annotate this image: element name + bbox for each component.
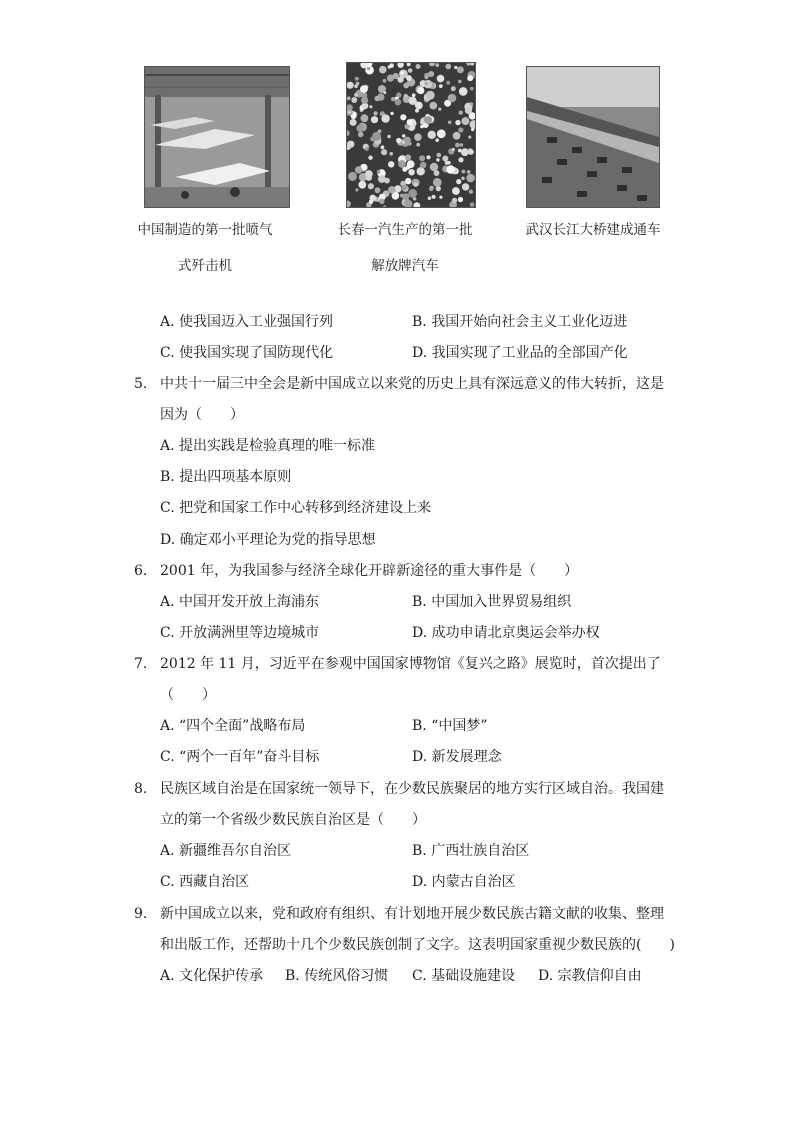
q4-option-d[interactable]: D. 我国实现了工业品的全部国产化 xyxy=(412,345,628,361)
q5-option-a[interactable]: A. 提出实践是检验真理的唯一标准 xyxy=(160,438,376,454)
q8-option-b[interactable]: B. 广西壮族自治区 xyxy=(412,843,530,859)
q7-option-a[interactable]: A. “四个全面”战略布局 xyxy=(160,718,306,734)
q5-stem: 中共十一届三中全会是新中国成立以来党的历史上具有深远意义的伟大转折，这是 xyxy=(160,376,664,392)
q4-option-b[interactable]: B. 我国开始向社会主义工业化迈进 xyxy=(412,314,628,330)
q5-option-d[interactable]: D. 确定邓小平理论为党的指导思想 xyxy=(160,532,376,548)
q8-option-a[interactable]: A. 新疆维吾尔自治区 xyxy=(160,843,292,859)
q9-option-b[interactable]: B. 传统风俗习惯 xyxy=(285,968,389,984)
q7-option-b[interactable]: B. “中国梦” xyxy=(412,718,488,734)
q5-number: 5. xyxy=(134,376,148,392)
jet-assembly-photo-icon xyxy=(144,66,290,208)
q6-stem: 2001 年，为我国参与经济全球化开辟新途径的重大事件是（ ） xyxy=(160,563,579,579)
caption-line: 式歼击机 xyxy=(178,258,232,274)
q9-stem: 和出版工作，还帮助十几个少数民族创制了文字。这表明国家重视少数民族的( ) xyxy=(160,937,675,953)
q9-stem: 新中国成立以来，党和政府有组织、有计划地开展少数民族古籍文献的收集、整理 xyxy=(160,906,664,922)
crowd-photo-icon xyxy=(346,62,476,208)
q9-option-c[interactable]: C. 基础设施建设 xyxy=(412,968,516,984)
q9-option-a[interactable]: A. 文化保护传承 xyxy=(160,968,264,984)
q7-option-c[interactable]: C. “两个一百年”奋斗目标 xyxy=(160,749,320,765)
q4-option-c[interactable]: C. 使我国实现了国防现代化 xyxy=(160,345,334,361)
q7-stem: 2012 年 11 月，习近平在参观中国国家博物馆《复兴之路》展览时，首次提出了 xyxy=(160,656,661,672)
caption-line: 解放牌汽车 xyxy=(371,258,439,274)
q8-option-d[interactable]: D. 内蒙古自治区 xyxy=(412,874,516,890)
q6-option-c[interactable]: C. 开放满洲里等边境城市 xyxy=(160,625,320,641)
bridge-photo-icon xyxy=(526,66,660,208)
photo-caption xyxy=(310,212,500,284)
caption-line: 中国制造的第一批喷气 xyxy=(137,222,273,238)
q8-option-c[interactable]: C. 西藏自治区 xyxy=(160,874,250,890)
q9-option-d[interactable]: D. 宗教信仰自由 xyxy=(538,968,642,984)
caption-line: 武汉长江大桥建成通车 xyxy=(525,222,661,238)
q6-option-d[interactable]: D. 成功申请北京奥运会举办权 xyxy=(412,625,600,641)
photo-row xyxy=(130,62,670,282)
q4-option-a[interactable]: A. 使我国迈入工业强国行列 xyxy=(160,314,334,330)
caption-line: 长春一汽生产的第一批 xyxy=(337,222,473,238)
q6-option-a[interactable]: A. 中国开发开放上海浦东 xyxy=(160,594,320,610)
q7-stem: （ ） xyxy=(160,687,216,703)
q7-option-d[interactable]: D. 新发展理念 xyxy=(412,749,502,765)
q6-number: 6. xyxy=(134,563,148,579)
q8-stem: 立的第一个省级少数民族自治区是（ ） xyxy=(160,812,426,828)
q8-stem: 民族区域自治是在国家统一领导下，在少数民族聚居的地方实行区域自治。我国建 xyxy=(160,781,664,797)
q5-stem: 因为（ ） xyxy=(160,407,244,423)
q6-option-b[interactable]: B. 中国加入世界贸易组织 xyxy=(412,594,572,610)
q9-number: 9. xyxy=(134,906,148,922)
q5-option-c[interactable]: C. 把党和国家工作中心转移到经济建设上来 xyxy=(160,500,432,516)
q5-option-b[interactable]: B. 提出四项基本原则 xyxy=(160,469,292,485)
q7-number: 7. xyxy=(134,656,148,672)
photo-caption xyxy=(498,212,688,248)
q8-number: 8. xyxy=(134,781,148,797)
photo-caption xyxy=(110,212,300,284)
